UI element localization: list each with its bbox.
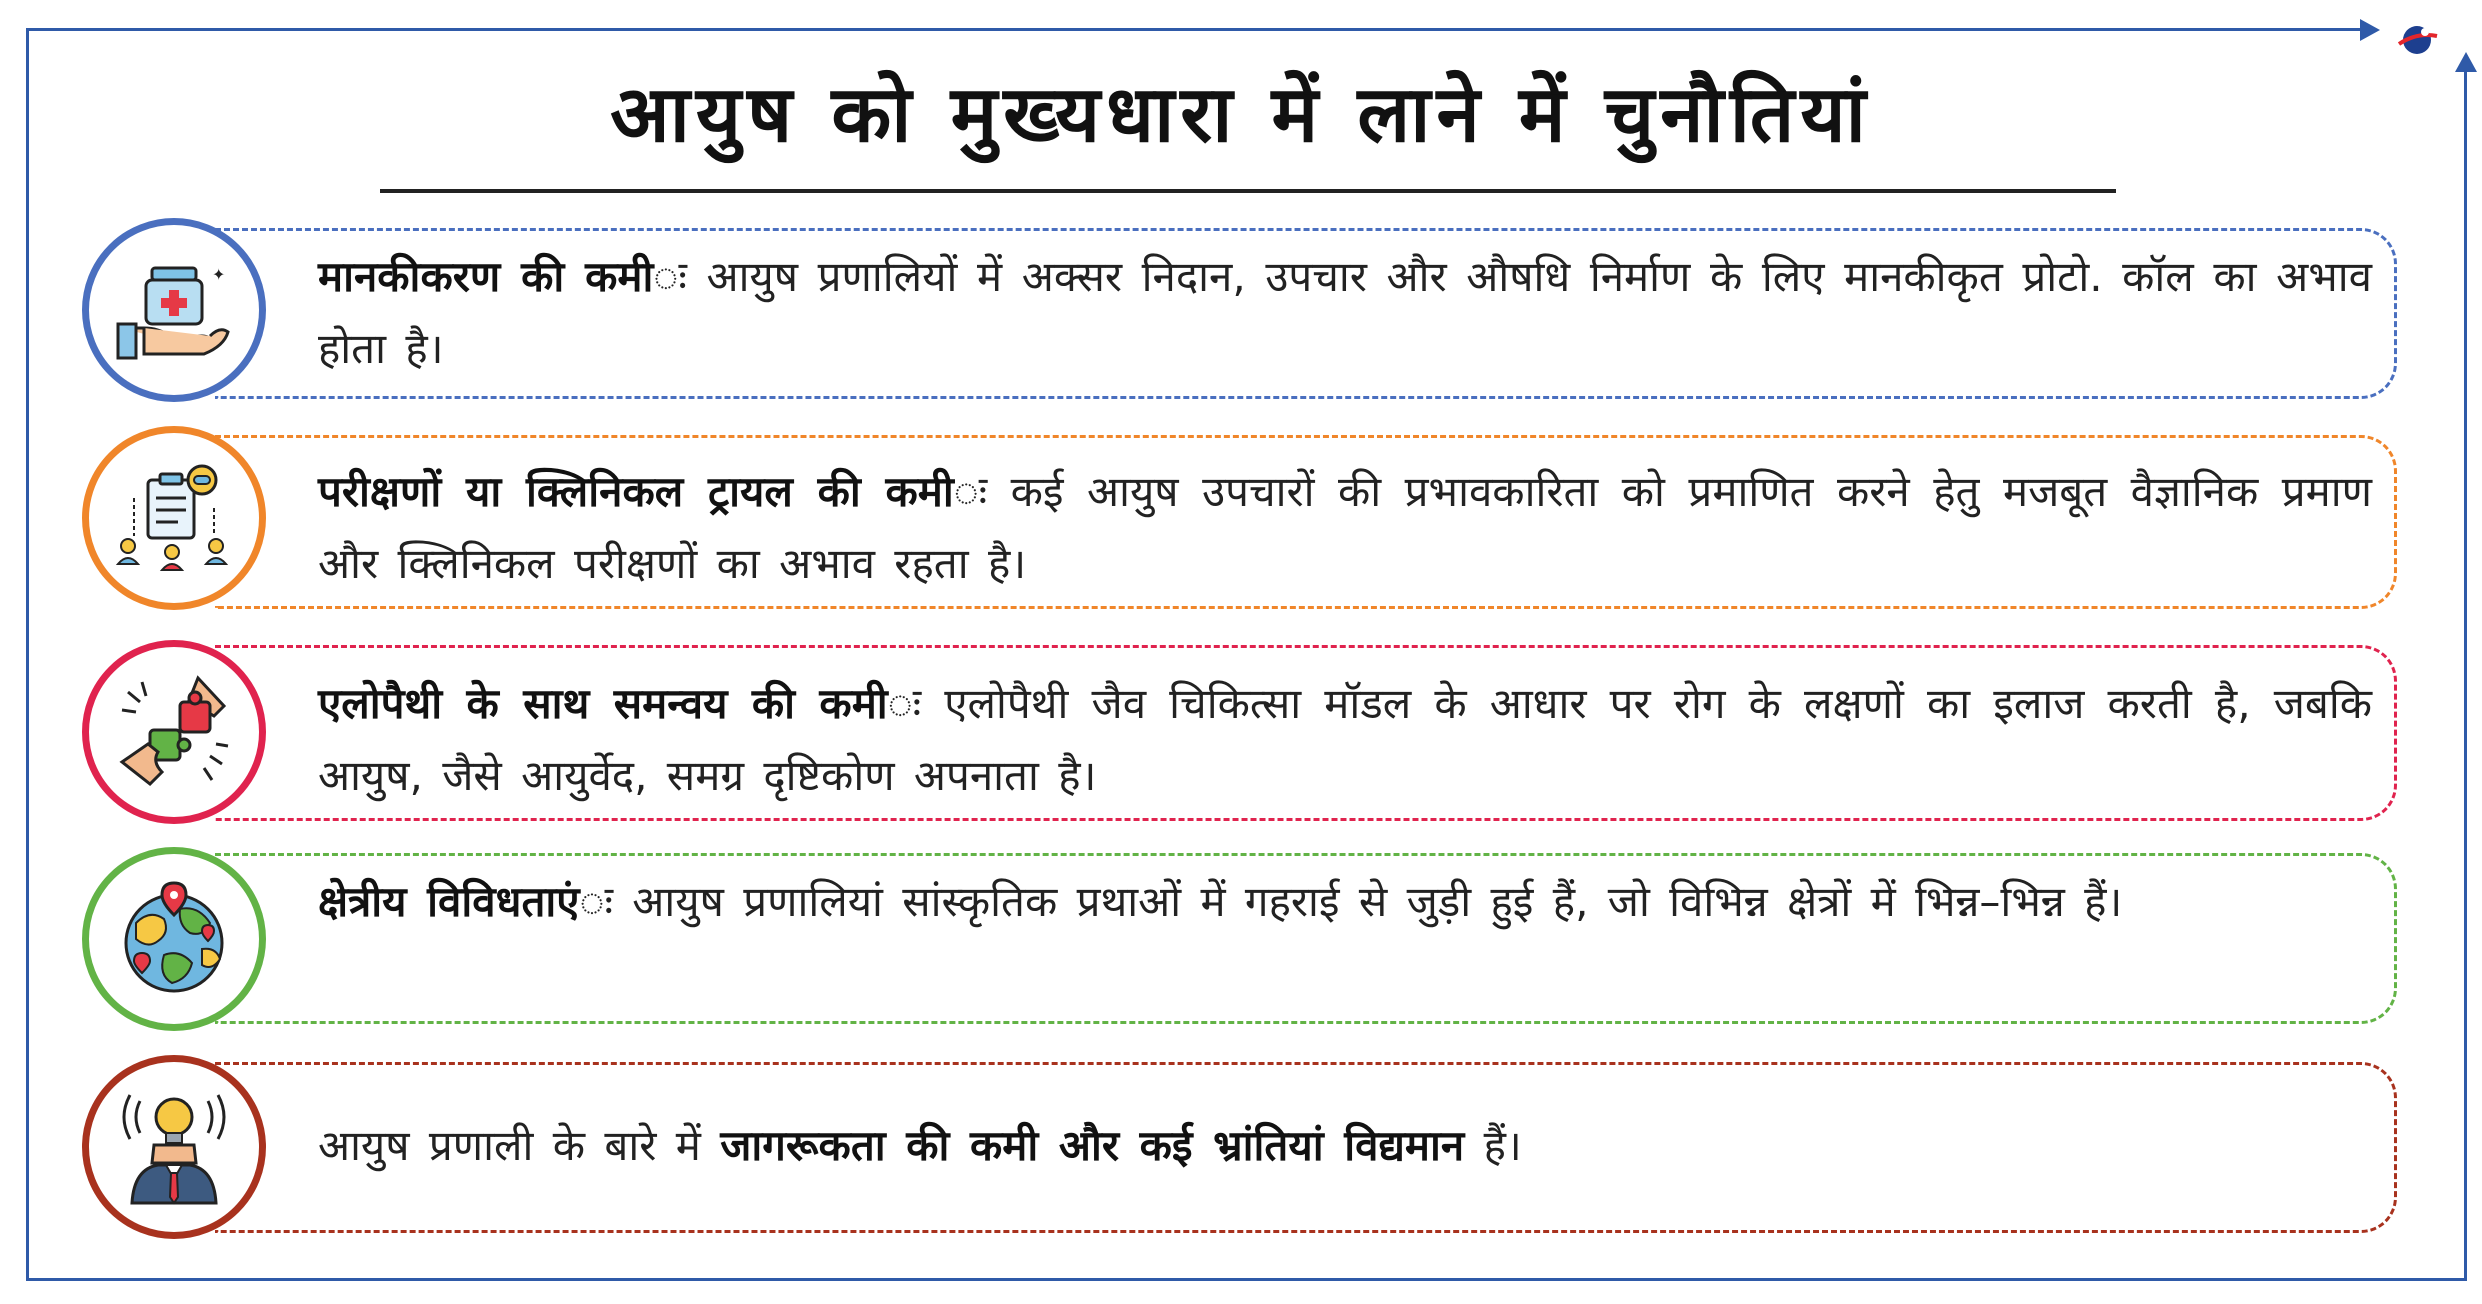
item-description: ः आयुष प्रणालियों में अक्सर निदान, उपचार और औषधि निर्माण के लिए मानकीकृत प्रोटो. कॉल का अभाव होता है। <box>318 252 2373 373</box>
frame-bottom <box>26 1278 2466 1281</box>
item-icon-circle <box>82 426 266 610</box>
item-heading: परीक्षणों या क्लिनिकल ट्रायल की कमी <box>318 467 954 516</box>
frame-left <box>26 28 29 1280</box>
item-text <box>318 866 2372 938</box>
title-underline <box>380 189 2116 193</box>
idea-person-icon <box>114 1087 234 1207</box>
item-description: ः कई आयुष उपचारों की प्रभावकारिता को प्रमाणित करने हेतु मजबूत वैज्ञानिक प्रमाण और क्लिनिकल परीक्षणों का अभाव रहता है। <box>318 467 2372 588</box>
item-text <box>318 1110 2372 1182</box>
page-title: आयुष को मुख्यधारा में लाने में चुनौतियां <box>610 70 1872 160</box>
item-description: ः एलोपैथी जैव चिकित्सा मॉडल के आधार पर रोग के लक्षणों का इलाज करती है, जबकि आयुष, जैसे आयुर्वेद, समग्र दृष्टिकोण अपनाता है। <box>318 679 2372 800</box>
clinical-trial-icon <box>114 458 234 578</box>
item-icon-circle <box>82 640 266 824</box>
item-description: ः आयुष प्रणालियां सांस्कृतिक प्रथाओं में गहराई से जुड़ी हुई हैं, जो विभिन्न क्षेत्रों में भिन्न–भिन्न हैं। <box>579 877 2123 926</box>
item-icon-circle <box>82 847 266 1031</box>
item-text <box>318 241 2372 385</box>
item-prefix: आयुष प्रणाली के बारे में <box>318 1121 721 1170</box>
brand-logo-icon <box>2395 18 2439 62</box>
svg-text:✦: ✦ <box>212 265 226 284</box>
item-suffix: हैं। <box>1464 1121 1522 1170</box>
item-heading: मानकीकरण की कमी <box>318 252 654 301</box>
frame-right <box>2464 70 2467 1281</box>
item-heading: जागरूकता की कमी और कई भ्रांतियां विद्यमान <box>720 1121 1465 1170</box>
globe-location-icon <box>114 879 234 999</box>
item-text <box>318 456 2372 600</box>
medical-kit-hand-icon <box>114 250 234 370</box>
item-icon-circle <box>82 218 266 402</box>
item-text <box>318 668 2372 812</box>
puzzle-hands-icon <box>114 672 234 792</box>
frame-arrow-right-icon <box>2360 19 2380 41</box>
item-heading: क्षेत्रीय विविधताएं <box>318 877 580 926</box>
frame-top <box>26 28 2366 31</box>
item-icon-circle <box>82 1055 266 1239</box>
item-heading: एलोपैथी के साथ समन्वय की कमी <box>318 679 888 728</box>
